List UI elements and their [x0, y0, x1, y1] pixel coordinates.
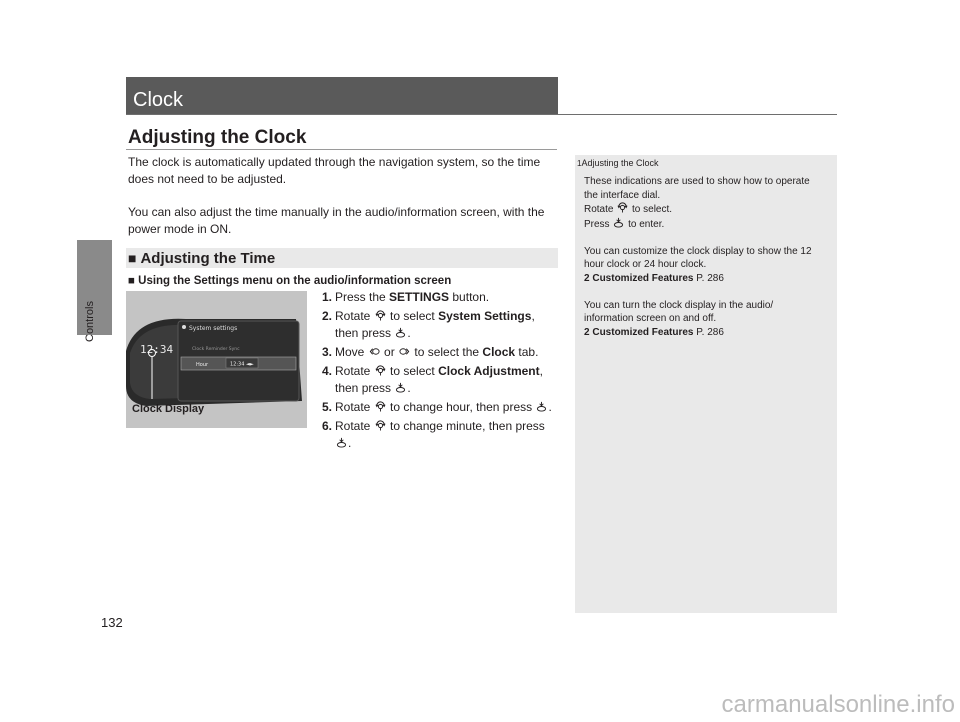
sidebar-text-line: the interface dial. [584, 189, 661, 201]
rotate-dial-icon [375, 401, 386, 412]
screen-field-label: Hour [196, 362, 209, 368]
step-2: 2. Rotate to select System Settings, then press . [322, 309, 535, 340]
sidebar-text-line: hour clock or 24 hour clock. [584, 259, 707, 270]
intro-paragraph-1: The clock is automatically updated through the navigation system, so the time does not need to be adjusted. [128, 155, 541, 186]
sidebar-title: 1Adjusting the Clock [577, 158, 659, 168]
subsection-title-text: Adjusting the Time [140, 250, 276, 267]
sidebar-text-line: You can customize the clock display to show the 12 [584, 245, 812, 257]
screen-row: Clock Reminder Sync [192, 347, 240, 352]
clock-display-callout: Clock Display [132, 403, 205, 415]
step-3: 3. Move or to select the Clock tab. [322, 345, 539, 359]
rotate-dial-icon [375, 365, 386, 376]
press-dial-icon [395, 327, 406, 338]
sidebar-body [584, 175, 829, 339]
sidebar-text-line: information screen on and off. [584, 313, 717, 324]
sidebar-text-line: You can turn the clock display in the audio/ [584, 299, 774, 311]
step-4: 4. Rotate to select Clock Adjustment, then press . [322, 364, 543, 395]
sidebar-text-line: Rotate to select. [584, 204, 673, 215]
sidebar-text-line: Press to enter. [584, 218, 665, 230]
section-rule [126, 149, 557, 150]
rotate-dial-icon [375, 310, 386, 321]
press-dial-icon [395, 382, 406, 393]
sidebar-text-line: These indications are used to show how to operate [584, 176, 810, 187]
step-5: 5. Rotate to change hour, then press . [322, 400, 552, 414]
clock-display-time: 12:34 [140, 343, 174, 356]
procedure-heading: ■ Using the Settings menu on the audio/information screen [128, 275, 452, 287]
step-6: 6. Rotate to change minute, then press . [322, 419, 545, 450]
header-divider [126, 114, 837, 115]
cross-reference-link[interactable]: 2 Customized Features P. 286 [584, 272, 724, 284]
sidebar-marker: 1 [577, 159, 582, 168]
rotate-dial-icon [617, 202, 628, 213]
header-bar [126, 77, 558, 115]
header-title: Clock [133, 89, 184, 111]
screen-field-value: 12:34 ◄► [230, 361, 254, 368]
press-dial-icon [536, 401, 547, 412]
press-dial-icon [336, 437, 347, 448]
move-right-icon [399, 346, 410, 357]
cross-reference-link[interactable]: 2 Customized Features P. 286 [584, 326, 724, 338]
page-number: 132 [101, 615, 123, 630]
chapter-label: Controls [84, 301, 96, 342]
section-title: Adjusting the Clock [128, 127, 307, 148]
subsection-title [128, 250, 275, 267]
move-left-icon [369, 346, 380, 357]
step-1: 1. Press the SETTINGS button. [322, 290, 490, 304]
rotate-dial-icon [375, 420, 386, 431]
watermark: carmanualsonline.info [721, 691, 955, 718]
press-dial-icon [613, 217, 624, 228]
subsection-marker: ■ [128, 250, 137, 266]
screen-title: System settings [189, 325, 238, 332]
procedure-steps [322, 289, 557, 452]
intro-paragraph-2: You can also adjust the time manually in the audio/information screen, with the power mode in ON. [128, 205, 545, 236]
